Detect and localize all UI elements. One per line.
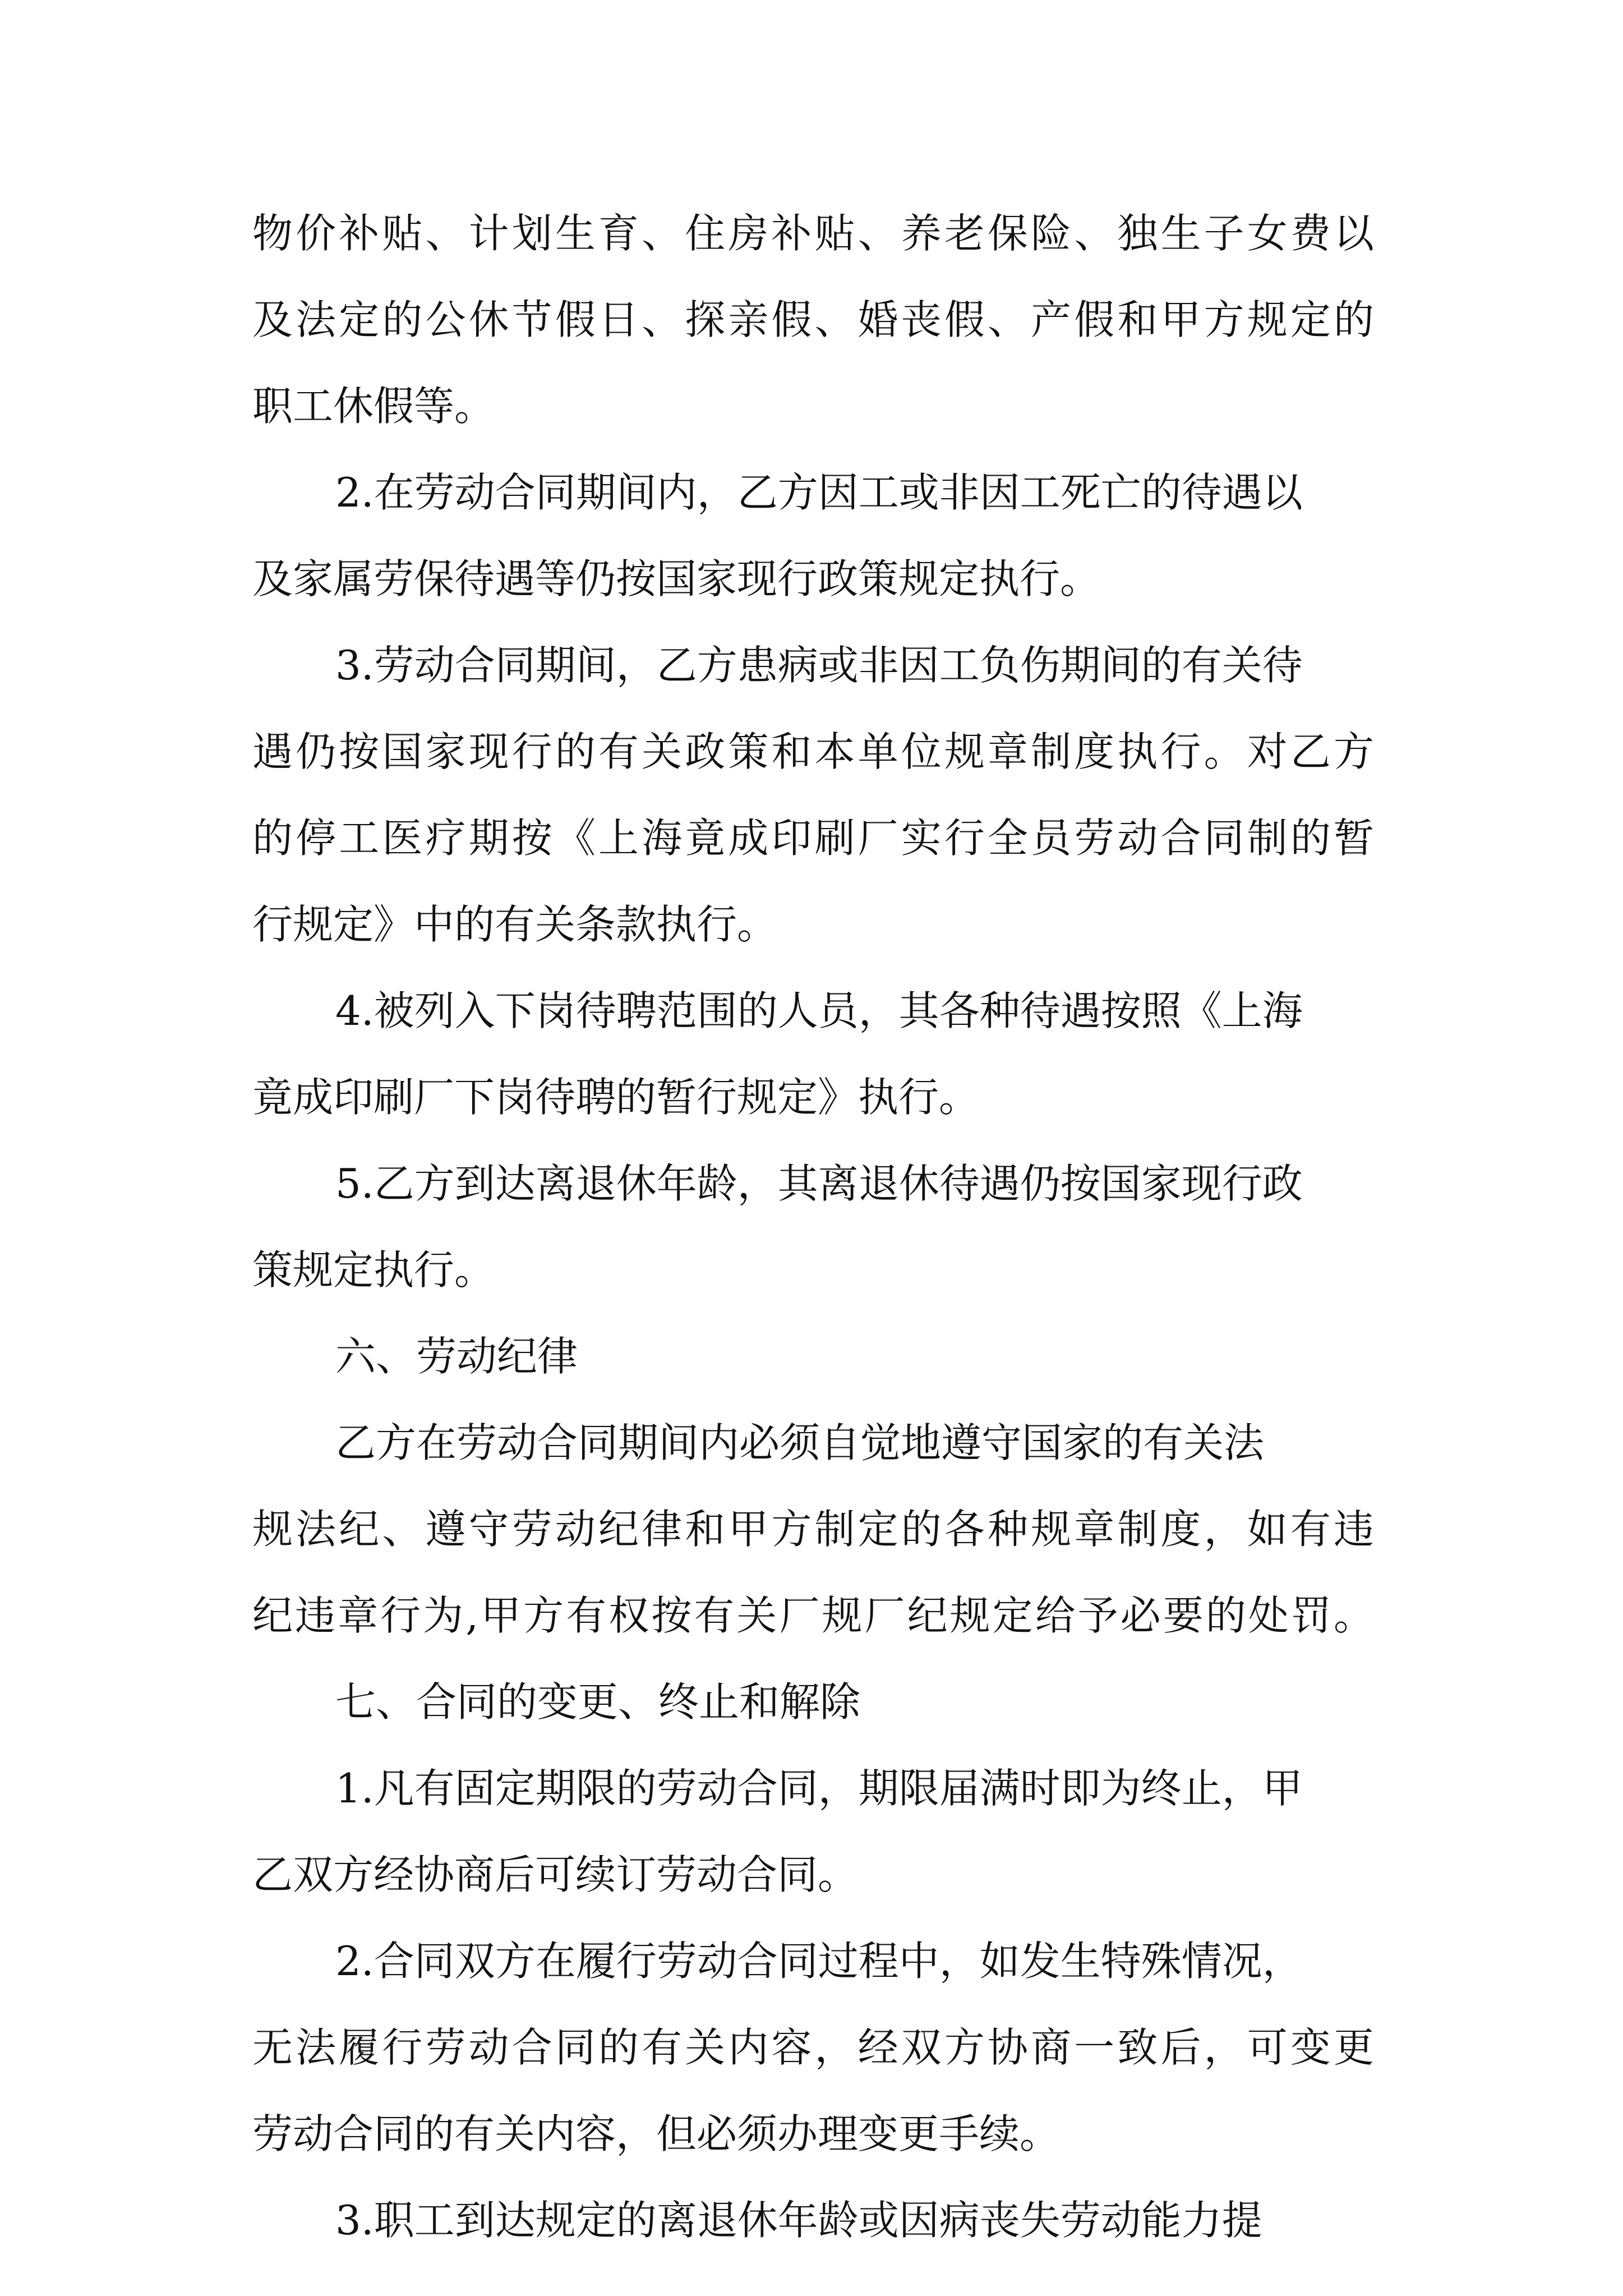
numbered-item-line: 2.在劳动合同期间内，乙方因工或非因工死亡的待遇以 <box>335 469 1303 516</box>
numbered-item-line: 3.职工到达规定的离退休年龄或因病丧失劳动能力提 <box>335 2197 1262 2244</box>
text-line: 劳动合同的有关内容，但必须办理变更手续。 <box>252 2110 1061 2157</box>
text-line: 及家属劳保待遇等仍按国家现行政策规定执行。 <box>252 555 1101 602</box>
numbered-item-line: 3.劳动合同期间，乙方患病或非因工负伤期间的有关待 <box>335 642 1303 689</box>
paragraph-line: 乙方在劳动合同期间内必须自觉地遵守国家的有关法 <box>335 1419 1265 1466</box>
numbered-item-line: 5.乙方到达离退休年龄，其离退休待遇仍按国家现行政 <box>335 1160 1303 1207</box>
section-heading: 六、劳动纪律 <box>335 1333 578 1380</box>
text-line: 遇仍按国家现行的有关政策和本单位规章制度执行。对乙方 <box>252 728 1374 775</box>
text-line: 规法纪、遵守劳动纪律和甲方制定的各种规章制度，如有违 <box>252 1506 1374 1553</box>
text-line: 策规定执行。 <box>252 1246 495 1294</box>
numbered-item-line: 2.合同双方在履行劳动合同过程中，如发生特殊情况， <box>335 1938 1303 1985</box>
section-heading: 七、合同的变更、终止和解除 <box>335 1678 861 1726</box>
text-line: 纪违章行为,甲方有权按有关厂规厂纪规定给予必要的处罚。 <box>252 1592 1374 1639</box>
text-line: 无法履行劳动合同的有关内容，经双方协商一致后，可变更 <box>252 2024 1374 2071</box>
text-line: 的停工医疗期按《上海竟成印刷厂实行全员劳动合同制的暂 <box>252 815 1374 862</box>
text-line: 乙双方经协商后可续订劳动合同。 <box>252 1851 859 1898</box>
text-line: 物价补贴、计划生育、住房补贴、养老保险、独生子女费以 <box>252 210 1374 257</box>
text-line: 及法定的公休节假日、探亲假、婚丧假、产假和甲方规定的 <box>252 296 1374 343</box>
text-line: 竟成印刷厂下岗待聘的暂行规定》执行。 <box>252 1074 980 1121</box>
text-line: 职工休假等。 <box>252 383 495 430</box>
text-line: 行规定》中的有关条款执行。 <box>252 901 778 948</box>
numbered-item-line: 1.凡有固定期限的劳动合同，期限届满时即为终止，甲 <box>335 1765 1303 1812</box>
numbered-item-line: 4.被列入下岗待聘范围的人员，其各种待遇按照《上海 <box>335 987 1303 1034</box>
